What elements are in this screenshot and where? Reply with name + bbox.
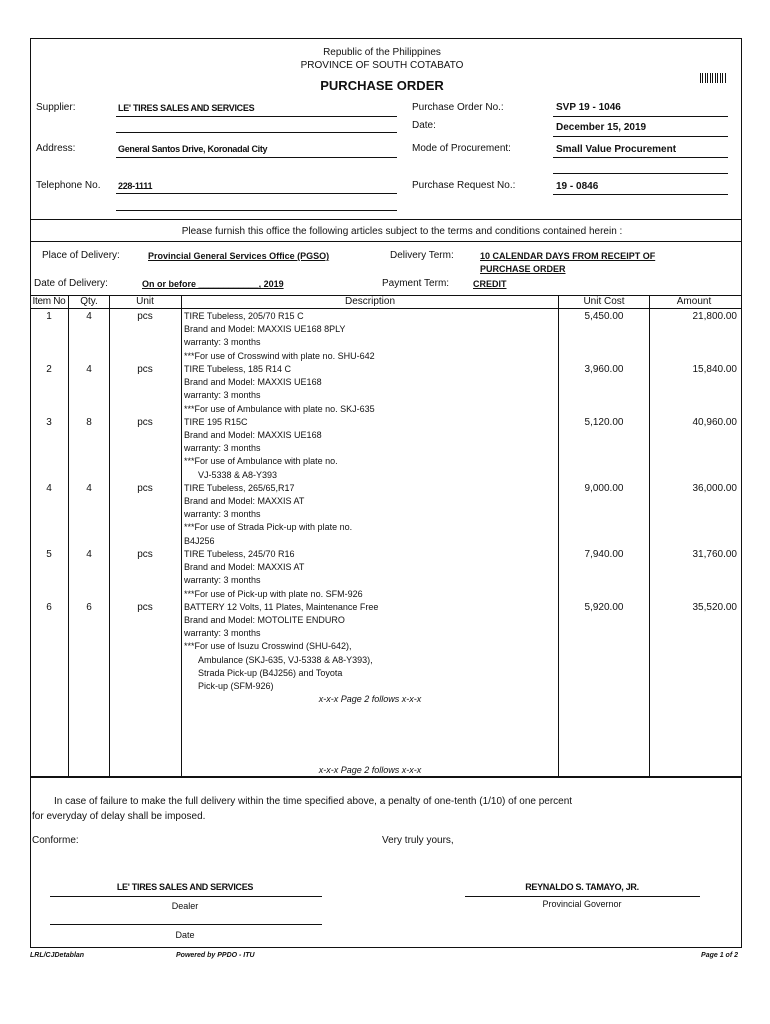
- instructions: Please furnish this office the following articles subject to the terms and conditions contained herein :: [181, 226, 623, 237]
- very-truly-yours: Very truly yours,: [382, 835, 454, 846]
- description-line: Strada Pick-up (B4J256) and Toyota: [198, 668, 343, 678]
- row-5-unit: pcs: [137, 549, 153, 560]
- payment-term-value: CREDIT: [473, 279, 507, 289]
- col-header-qty: Qty.: [80, 296, 98, 307]
- description-line: BATTERY 12 Volts, 11 Plates, Maintenance Free: [184, 602, 379, 612]
- powered-by: Powered by PPDO - ITU: [176, 952, 255, 959]
- row-4-item: 4: [46, 483, 52, 494]
- row-1-unit-cost: 5,450.00: [584, 311, 624, 322]
- address-label: Address:: [36, 143, 76, 154]
- supplier-value: LE' TIRES SALES AND SERVICES: [118, 103, 255, 113]
- delivery-term-value-2: PURCHASE ORDER: [480, 264, 566, 274]
- payment-term-label: Payment Term:: [382, 278, 450, 289]
- row-3-item: 3: [46, 417, 52, 428]
- description-line: B4J256: [184, 536, 215, 546]
- row-3-unit-cost: 5,120.00: [584, 417, 624, 428]
- pr-value: 19 - 0846: [556, 181, 599, 192]
- row-4-unit-cost: 9,000.00: [584, 483, 624, 494]
- address-value: General Santos Drive, Koronadal City: [118, 144, 268, 154]
- description-line: TIRE Tubeless, 245/70 R16: [184, 549, 295, 559]
- dealer-label: Dealer: [171, 901, 199, 911]
- description-line: Pick-up (SFM-926): [198, 681, 274, 691]
- description-line: Brand and Model: MAXXIS UE168 8PLY: [184, 324, 346, 334]
- description-line: ***For use of Isuzu Crosswind (SHU-642),: [184, 641, 352, 651]
- row-2-qty: 4: [86, 364, 92, 375]
- date-of-delivery-label: Date of Delivery:: [34, 278, 108, 289]
- penalty-text: In case of failure to make the full delivery within the time specified above, a penalty of one-tenth (1/10) of one percent: [54, 796, 573, 807]
- place-of-delivery-value: Provincial General Services Office (PGSO): [148, 251, 330, 261]
- row-5-qty: 4: [86, 549, 92, 560]
- row-5-unit-cost: 7,940.00: [584, 549, 624, 560]
- description-line: ***For use of Crosswind with plate no. SHU-642: [184, 351, 375, 361]
- row-2-item: 2: [46, 364, 52, 375]
- header-province: PROVINCE OF SOUTH COTABATO: [300, 60, 464, 71]
- row-1-item: 1: [46, 311, 52, 322]
- description-line: warranty: 3 months: [184, 509, 261, 519]
- telephone-label: Telephone No.: [36, 180, 101, 191]
- date-signature-label: Date: [175, 930, 195, 940]
- mode-label: Mode of Procurement:: [412, 143, 511, 154]
- row-2-unit-cost: 3,960.00: [584, 364, 624, 375]
- po-value: SVP 19 - 1046: [556, 102, 621, 113]
- date-of-delivery-value: On or before ____________, 2019: [142, 279, 284, 289]
- row-2-unit: pcs: [137, 364, 153, 375]
- description-line: ***For use of Pick-up with plate no. SFM-926: [184, 589, 363, 599]
- row-5-amount: 31,760.00: [692, 549, 737, 560]
- dealer-name: LE' TIRES SALES AND SERVICES: [116, 882, 254, 892]
- description-line: Brand and Model: MAXXIS AT: [184, 562, 305, 572]
- description-line: Brand and Model: MOTOLITE ENDURO: [184, 615, 345, 625]
- po-label: Purchase Order No.:: [412, 102, 504, 113]
- mode-value: Small Value Procurement: [556, 144, 677, 155]
- delivery-term-label: Delivery Term:: [390, 250, 454, 261]
- place-of-delivery-label: Place of Delivery:: [42, 250, 120, 261]
- description-line: warranty: 3 months: [184, 390, 261, 400]
- page-follows-note: x-x-x Page 2 follows x-x-x: [318, 765, 422, 775]
- description-line: Brand and Model: MAXXIS AT: [184, 496, 305, 506]
- row-4-amount: 36,000.00: [692, 483, 737, 494]
- row-3-unit: pcs: [137, 417, 153, 428]
- date-value: December 15, 2019: [556, 122, 647, 133]
- col-header-description: Description: [344, 296, 396, 307]
- description-line: warranty: 3 months: [184, 575, 261, 585]
- row-1-unit: pcs: [137, 311, 153, 322]
- description-line: TIRE 195 R15C: [184, 417, 248, 427]
- document-code: LRL/CJDetablan: [30, 952, 85, 959]
- row-6-unit: pcs: [137, 602, 153, 613]
- description-line: TIRE Tubeless, 265/65,R17: [184, 483, 295, 493]
- description-line: ***For use of Strada Pick-up with plate no.: [184, 522, 353, 532]
- governor-name: REYNALDO S. TAMAYO, JR.: [525, 882, 639, 892]
- row-4-unit: pcs: [137, 483, 153, 494]
- row-5-item: 5: [46, 549, 52, 560]
- description-line: TIRE Tubeless, 185 R14 C: [184, 364, 292, 374]
- page-title: PURCHASE ORDER: [320, 78, 444, 93]
- description-line: ***For use of Ambulance with plate no.: [184, 456, 338, 466]
- page-follows-note: x-x-x Page 2 follows x-x-x: [318, 694, 422, 704]
- telephone-value: 228-1111: [118, 181, 153, 191]
- date-label: Date:: [412, 120, 436, 131]
- pr-label: Purchase Request No.:: [412, 180, 516, 191]
- col-header-amount: Amount: [676, 296, 712, 307]
- description-line: warranty: 3 months: [184, 337, 261, 347]
- col-header-unit-cost: Unit Cost: [583, 296, 625, 307]
- header-republic: Republic of the Philippines: [323, 47, 441, 58]
- governor-title: Provincial Governor: [542, 899, 622, 909]
- barcode-icon: [700, 73, 726, 83]
- penalty-text-continued: for everyday of delay shall be imposed.: [32, 811, 206, 822]
- row-6-unit-cost: 5,920.00: [584, 602, 624, 613]
- col-header-item: Item No: [32, 296, 66, 307]
- row-3-qty: 8: [86, 417, 92, 428]
- description-line: Ambulance (SKJ-635, VJ-5338 & A8-Y393),: [198, 655, 373, 665]
- supplier-label: Supplier:: [36, 102, 76, 113]
- row-2-amount: 15,840.00: [692, 364, 737, 375]
- row-1-amount: 21,800.00: [692, 311, 737, 322]
- delivery-term-value-1: 10 CALENDAR DAYS FROM RECEIPT OF: [480, 251, 656, 261]
- row-1-qty: 4: [86, 311, 92, 322]
- description-line: warranty: 3 months: [184, 628, 261, 638]
- page-number: Page 1 of 2: [701, 952, 738, 959]
- description-line: VJ-5338 & A8-Y393: [198, 470, 278, 480]
- row-4-qty: 4: [86, 483, 92, 494]
- description-line: warranty: 3 months: [184, 443, 261, 453]
- row-6-qty: 6: [86, 602, 92, 613]
- row-6-amount: 35,520.00: [692, 602, 737, 613]
- description-line: TIRE Tubeless, 205/70 R15 C: [184, 311, 304, 321]
- conforme-label: Conforme:: [32, 835, 79, 846]
- row-6-item: 6: [46, 602, 52, 613]
- row-3-amount: 40,960.00: [692, 417, 737, 428]
- description-line: ***For use of Ambulance with plate no. SKJ-635: [184, 404, 375, 414]
- description-line: Brand and Model: MAXXIS UE168: [184, 377, 322, 387]
- col-header-unit: Unit: [136, 296, 154, 307]
- description-line: Brand and Model: MAXXIS UE168: [184, 430, 322, 440]
